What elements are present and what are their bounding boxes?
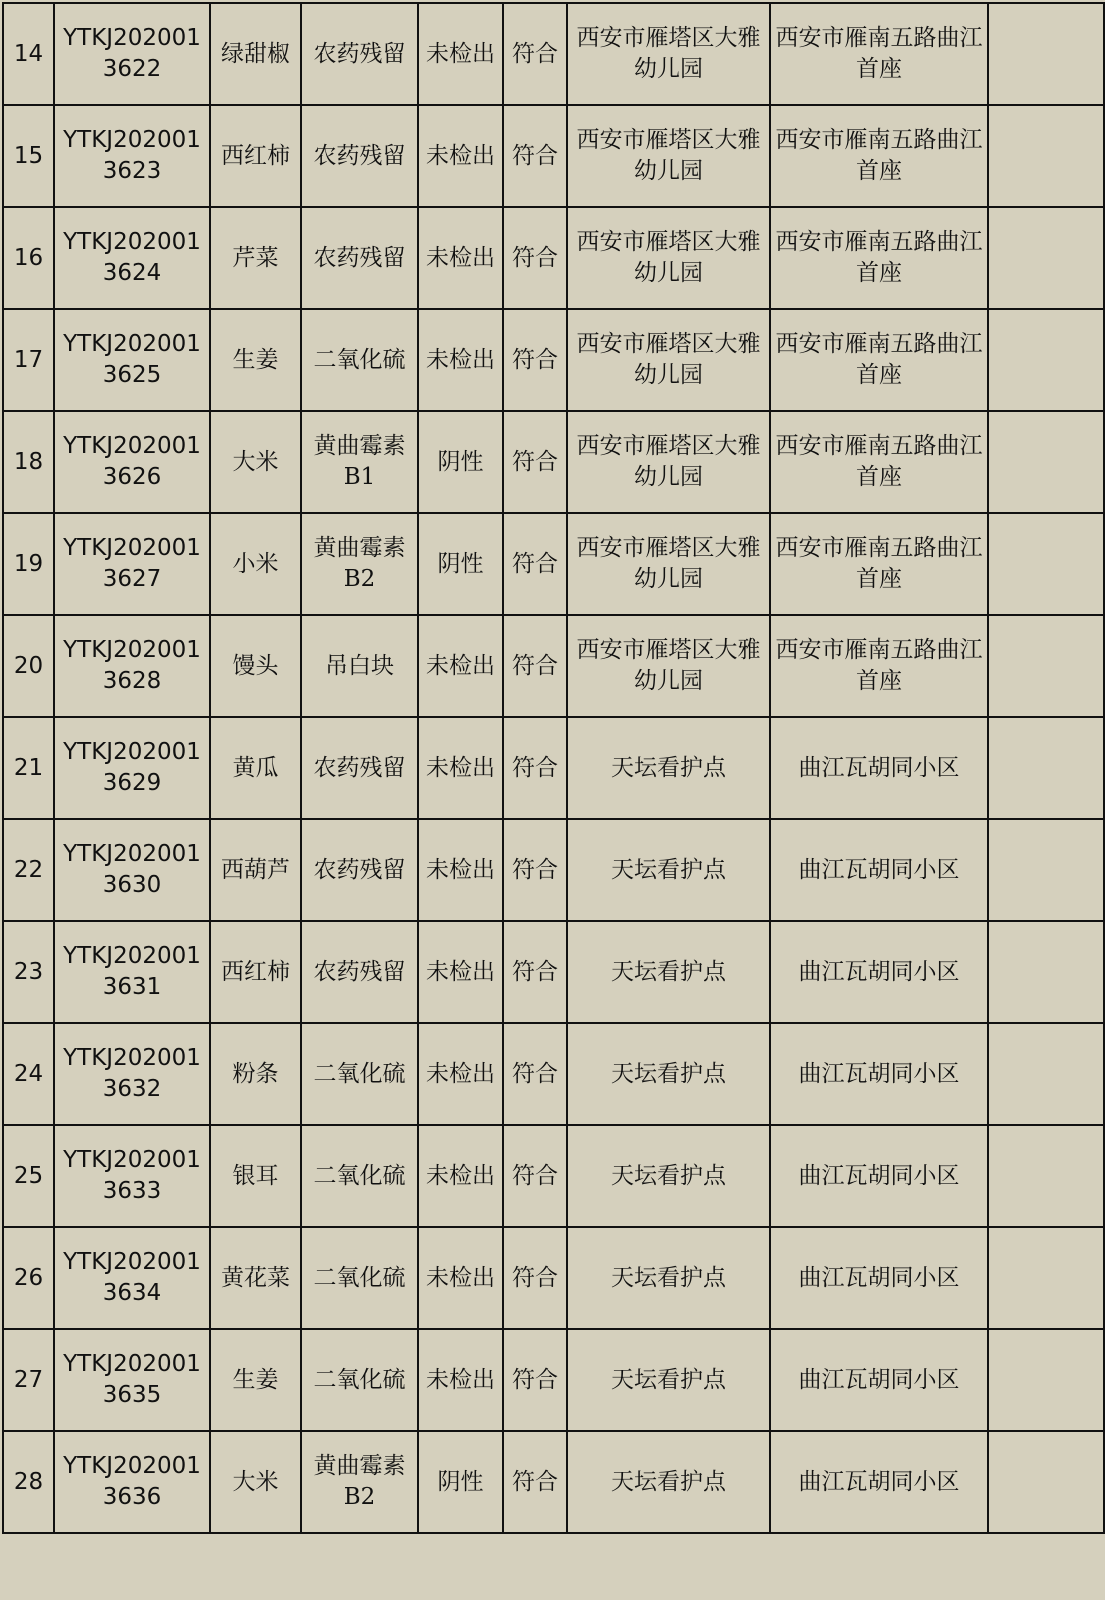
row-number-cell: 17 [3, 309, 54, 411]
sample-id-cell [54, 921, 210, 1023]
remarks-cell [988, 615, 1104, 717]
verdict-cell: 符合 [503, 921, 567, 1023]
test-item-cell: 黄曲霉素B2 [301, 513, 418, 615]
sample-id-cell [54, 105, 210, 207]
sampled-unit-cell: 西安市雁塔区大雅幼儿园 [567, 105, 770, 207]
test-result-cell: 阴性 [418, 411, 503, 513]
test-result-cell: 未检出 [418, 207, 503, 309]
remarks-cell [988, 1125, 1104, 1227]
verdict-cell: 符合 [503, 1329, 567, 1431]
unit-address-cell: 曲江瓦胡同小区 [770, 1329, 988, 1431]
sample-name-cell: 馒头 [210, 615, 301, 717]
remarks-cell [988, 1023, 1104, 1125]
sample-id-line1: YTKJ202001 [63, 1147, 201, 1173]
verdict-cell: 符合 [503, 207, 567, 309]
sample-id-line1: YTKJ202001 [63, 637, 201, 663]
sample-name-cell: 大米 [210, 411, 301, 513]
test-result-cell: 未检出 [418, 1227, 503, 1329]
row-number-cell: 25 [3, 1125, 54, 1227]
sampled-unit-cell: 天坛看护点 [567, 1431, 770, 1533]
unit-address-cell: 曲江瓦胡同小区 [770, 1227, 988, 1329]
verdict-cell: 符合 [503, 309, 567, 411]
unit-address-cell: 曲江瓦胡同小区 [770, 1431, 988, 1533]
unit-address-cell: 曲江瓦胡同小区 [770, 1125, 988, 1227]
test-item-cell: 农药残留 [301, 921, 418, 1023]
sample-id-line1: YTKJ202001 [63, 433, 201, 459]
test-result-cell: 未检出 [418, 615, 503, 717]
sample-id-line1: YTKJ202001 [63, 841, 201, 867]
remarks-cell [988, 3, 1104, 105]
sample-id-line2: 3635 [102, 1382, 162, 1408]
sample-id-line2: 3626 [102, 464, 162, 490]
table-row [3, 615, 1104, 717]
row-number-cell: 20 [3, 615, 54, 717]
remarks-cell [988, 513, 1104, 615]
row-number-cell: 22 [3, 819, 54, 921]
row-number-cell: 18 [3, 411, 54, 513]
test-item-cell: 农药残留 [301, 105, 418, 207]
sampled-unit-cell: 天坛看护点 [567, 1329, 770, 1431]
unit-address-cell: 西安市雁南五路曲江首座 [770, 615, 988, 717]
sample-id-line1: YTKJ202001 [63, 229, 201, 255]
unit-address-cell: 西安市雁南五路曲江首座 [770, 411, 988, 513]
unit-address-cell: 西安市雁南五路曲江首座 [770, 309, 988, 411]
sample-name-cell: 黄花菜 [210, 1227, 301, 1329]
sampled-unit-cell: 西安市雁塔区大雅幼儿园 [567, 207, 770, 309]
sample-id-cell [54, 1125, 210, 1227]
sample-id-cell [54, 1329, 210, 1431]
sample-id-line2: 3627 [102, 566, 162, 592]
table-row [3, 717, 1104, 819]
sample-id-line1: YTKJ202001 [63, 1453, 201, 1479]
remarks-cell [988, 921, 1104, 1023]
sampled-unit-cell: 天坛看护点 [567, 1023, 770, 1125]
sample-id-cell [54, 717, 210, 819]
sample-id-cell [54, 1227, 210, 1329]
sample-id-line1: YTKJ202001 [63, 1045, 201, 1071]
table-row [3, 819, 1104, 921]
sample-id-line1: YTKJ202001 [63, 1249, 201, 1275]
row-number-cell: 24 [3, 1023, 54, 1125]
remarks-cell [988, 717, 1104, 819]
verdict-cell: 符合 [503, 717, 567, 819]
sampled-unit-cell: 西安市雁塔区大雅幼儿园 [567, 3, 770, 105]
sample-name-cell: 西红柿 [210, 921, 301, 1023]
test-result-cell: 未检出 [418, 3, 503, 105]
table-row [3, 1023, 1104, 1125]
verdict-cell: 符合 [503, 105, 567, 207]
sample-id-line1: YTKJ202001 [63, 127, 201, 153]
row-number-cell: 26 [3, 1227, 54, 1329]
test-result-cell: 未检出 [418, 309, 503, 411]
test-item-cell: 农药残留 [301, 717, 418, 819]
inspection-results-table [2, 2, 1105, 1534]
sample-id-line2: 3631 [102, 974, 162, 1000]
sample-id-line2: 3632 [102, 1076, 162, 1102]
sample-id-cell [54, 1023, 210, 1125]
test-result-cell: 未检出 [418, 1125, 503, 1227]
unit-address-cell: 西安市雁南五路曲江首座 [770, 207, 988, 309]
verdict-cell: 符合 [503, 1125, 567, 1227]
table-row [3, 207, 1104, 309]
table-row [3, 411, 1104, 513]
test-item-cell: 农药残留 [301, 3, 418, 105]
test-result-cell: 阴性 [418, 1431, 503, 1533]
sample-id-cell [54, 207, 210, 309]
row-number-cell: 27 [3, 1329, 54, 1431]
remarks-cell [988, 309, 1104, 411]
test-item-cell: 二氧化硫 [301, 1125, 418, 1227]
row-number-cell: 28 [3, 1431, 54, 1533]
test-result-cell: 未检出 [418, 819, 503, 921]
sampled-unit-cell: 西安市雁塔区大雅幼儿园 [567, 513, 770, 615]
sample-id-cell [54, 615, 210, 717]
sample-name-cell: 大米 [210, 1431, 301, 1533]
verdict-cell: 符合 [503, 3, 567, 105]
sample-id-line1: YTKJ202001 [63, 943, 201, 969]
sample-id-cell [54, 3, 210, 105]
sample-name-cell: 西葫芦 [210, 819, 301, 921]
test-item-cell: 农药残留 [301, 207, 418, 309]
table-row [3, 1431, 1104, 1533]
sampled-unit-cell: 天坛看护点 [567, 1227, 770, 1329]
verdict-cell: 符合 [503, 1023, 567, 1125]
sample-id-line2: 3625 [102, 362, 162, 388]
sample-id-line1: YTKJ202001 [63, 739, 201, 765]
verdict-cell: 符合 [503, 615, 567, 717]
verdict-cell: 符合 [503, 513, 567, 615]
table-body [3, 3, 1104, 1533]
sampled-unit-cell: 西安市雁塔区大雅幼儿园 [567, 411, 770, 513]
sample-id-cell [54, 309, 210, 411]
test-item-cell: 二氧化硫 [301, 1227, 418, 1329]
sample-name-cell: 银耳 [210, 1125, 301, 1227]
sample-id-line2: 3628 [102, 668, 162, 694]
test-item-cell: 二氧化硫 [301, 1329, 418, 1431]
sample-id-cell [54, 819, 210, 921]
verdict-cell: 符合 [503, 1227, 567, 1329]
sample-name-cell: 西红柿 [210, 105, 301, 207]
table-row [3, 309, 1104, 411]
sample-id-line2: 3636 [102, 1484, 162, 1510]
remarks-cell [988, 411, 1104, 513]
test-item-cell: 二氧化硫 [301, 1023, 418, 1125]
sample-id-line1: YTKJ202001 [63, 25, 201, 51]
unit-address-cell: 曲江瓦胡同小区 [770, 717, 988, 819]
sample-id-line2: 3630 [102, 872, 162, 898]
row-number-cell: 16 [3, 207, 54, 309]
sampled-unit-cell: 天坛看护点 [567, 1125, 770, 1227]
remarks-cell [988, 1431, 1104, 1533]
sample-id-line1: YTKJ202001 [63, 1351, 201, 1377]
table-row [3, 513, 1104, 615]
sample-name-cell: 生姜 [210, 309, 301, 411]
test-result-cell: 未检出 [418, 921, 503, 1023]
remarks-cell [988, 1227, 1104, 1329]
remarks-cell [988, 207, 1104, 309]
verdict-cell: 符合 [503, 819, 567, 921]
test-result-cell: 未检出 [418, 1329, 503, 1431]
test-item-cell: 吊白块 [301, 615, 418, 717]
sample-id-line2: 3634 [102, 1280, 162, 1306]
sample-id-line2: 3624 [102, 260, 162, 286]
row-number-cell: 23 [3, 921, 54, 1023]
sampled-unit-cell: 西安市雁塔区大雅幼儿园 [567, 615, 770, 717]
sample-id-line2: 3633 [102, 1178, 162, 1204]
sample-name-cell: 黄瓜 [210, 717, 301, 819]
test-result-cell: 未检出 [418, 1023, 503, 1125]
verdict-cell: 符合 [503, 1431, 567, 1533]
test-item-cell: 黄曲霉素B2 [301, 1431, 418, 1533]
test-result-cell: 阴性 [418, 513, 503, 615]
sample-name-cell: 绿甜椒 [210, 3, 301, 105]
table-row [3, 1125, 1104, 1227]
table-row [3, 1329, 1104, 1431]
test-result-cell: 未检出 [418, 717, 503, 819]
sample-id-line2: 3623 [102, 158, 162, 184]
sample-name-cell: 粉条 [210, 1023, 301, 1125]
sample-name-cell: 生姜 [210, 1329, 301, 1431]
row-number-cell: 14 [3, 3, 54, 105]
row-number-cell: 15 [3, 105, 54, 207]
sampled-unit-cell: 天坛看护点 [567, 717, 770, 819]
table-row [3, 1227, 1104, 1329]
unit-address-cell: 西安市雁南五路曲江首座 [770, 513, 988, 615]
sample-name-cell: 小米 [210, 513, 301, 615]
unit-address-cell: 西安市雁南五路曲江首座 [770, 105, 988, 207]
sample-id-line2: 3622 [102, 56, 162, 82]
row-number-cell: 19 [3, 513, 54, 615]
remarks-cell [988, 105, 1104, 207]
test-item-cell: 农药残留 [301, 819, 418, 921]
table-row [3, 921, 1104, 1023]
unit-address-cell: 曲江瓦胡同小区 [770, 1023, 988, 1125]
unit-address-cell: 西安市雁南五路曲江首座 [770, 3, 988, 105]
test-item-cell: 二氧化硫 [301, 309, 418, 411]
sample-name-cell: 芹菜 [210, 207, 301, 309]
remarks-cell [988, 1329, 1104, 1431]
sampled-unit-cell: 天坛看护点 [567, 819, 770, 921]
sampled-unit-cell: 天坛看护点 [567, 921, 770, 1023]
verdict-cell: 符合 [503, 411, 567, 513]
sample-id-line1: YTKJ202001 [63, 331, 201, 357]
test-result-cell: 未检出 [418, 105, 503, 207]
sample-id-cell [54, 513, 210, 615]
sample-id-line2: 3629 [102, 770, 162, 796]
sample-id-line1: YTKJ202001 [63, 535, 201, 561]
test-item-cell: 黄曲霉素B1 [301, 411, 418, 513]
unit-address-cell: 曲江瓦胡同小区 [770, 921, 988, 1023]
sample-id-cell [54, 1431, 210, 1533]
table-row [3, 3, 1104, 105]
remarks-cell [988, 819, 1104, 921]
unit-address-cell: 曲江瓦胡同小区 [770, 819, 988, 921]
table-row [3, 105, 1104, 207]
sampled-unit-cell: 西安市雁塔区大雅幼儿园 [567, 309, 770, 411]
sample-id-cell [54, 411, 210, 513]
row-number-cell: 21 [3, 717, 54, 819]
